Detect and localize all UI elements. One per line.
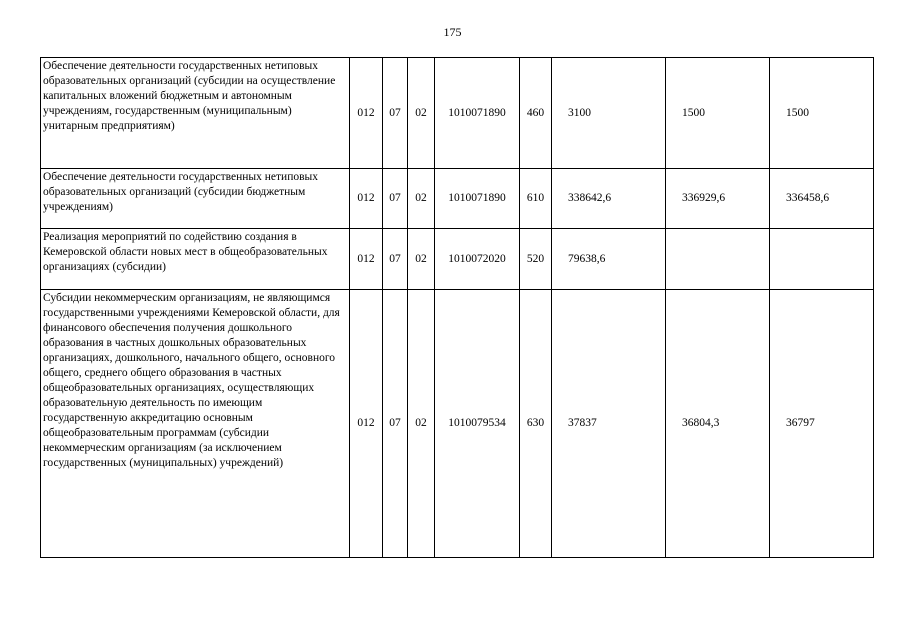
section-code-cell: 07 [383,290,408,558]
ministry-code-cell: 012 [350,290,383,558]
target-article-cell: 1010079534 [435,290,520,558]
target-article-cell: 1010072020 [435,229,520,290]
amount-year2-cell [666,229,770,290]
ministry-code-cell: 012 [350,58,383,169]
amount-year2-cell: 1500 [666,58,770,169]
subsection-code-cell: 02 [408,290,435,558]
subsection-code-cell: 02 [408,58,435,169]
ministry-code-cell: 012 [350,169,383,229]
amount-year2-cell: 36804,3 [666,290,770,558]
description-cell: Обеспечение деятельности государственных нетиповых образовательных организаций (субсидии на осуществление капитальных вложений бюджетным и автономным учреждениям, государственным (муниципальным) унитарным предприятиям) [41,58,350,169]
description-cell: Обеспечение деятельности государственных нетиповых образовательных организаций (субсидии бюджетным учреждениям) [41,169,350,229]
amount-year1-cell: 338642,6 [552,169,666,229]
amount-year3-cell: 36797 [770,290,874,558]
expense-type-cell: 630 [520,290,552,558]
subsection-code-cell: 02 [408,169,435,229]
amount-year3-cell: 1500 [770,58,874,169]
description-cell: Реализация мероприятий по содействию создания в Кемеровской области новых мест в общеобразовательных организациях (субсидии) [41,229,350,290]
amount-year1-cell: 3100 [552,58,666,169]
expense-type-cell: 520 [520,229,552,290]
table-row [41,229,874,290]
amount-year1-cell: 37837 [552,290,666,558]
budget-table [40,57,874,558]
expense-type-cell: 460 [520,58,552,169]
table-row [41,58,874,169]
target-article-cell: 1010071890 [435,58,520,169]
section-code-cell: 07 [383,58,408,169]
amount-year2-cell: 336929,6 [666,169,770,229]
subsection-code-cell: 02 [408,229,435,290]
table-row [41,169,874,229]
expense-type-cell: 610 [520,169,552,229]
section-code-cell: 07 [383,169,408,229]
target-article-cell: 1010071890 [435,169,520,229]
page-number: 175 [443,25,462,39]
amount-year1-cell: 79638,6 [552,229,666,290]
description-cell: Субсидии некоммерческим организациям, не являющимся государственными учреждениями Кемеровской области, для финансового обеспечения получения дошкольного образования в частных дошкольных образовательных организациях, дошкольного, начального общего, основного общего, среднего общего образования в частных общеобразовательных организациях, осуществляющих образовательную деятельность по имеющим государственную аккредитацию основным общеобразовательным программам (субсидии некоммерческим организациям (за исключением государственных (муниципальных) учреждений) [41,290,350,558]
amount-year3-cell: 336458,6 [770,169,874,229]
section-code-cell: 07 [383,229,408,290]
ministry-code-cell: 012 [350,229,383,290]
amount-year3-cell [770,229,874,290]
table-row [41,290,874,558]
